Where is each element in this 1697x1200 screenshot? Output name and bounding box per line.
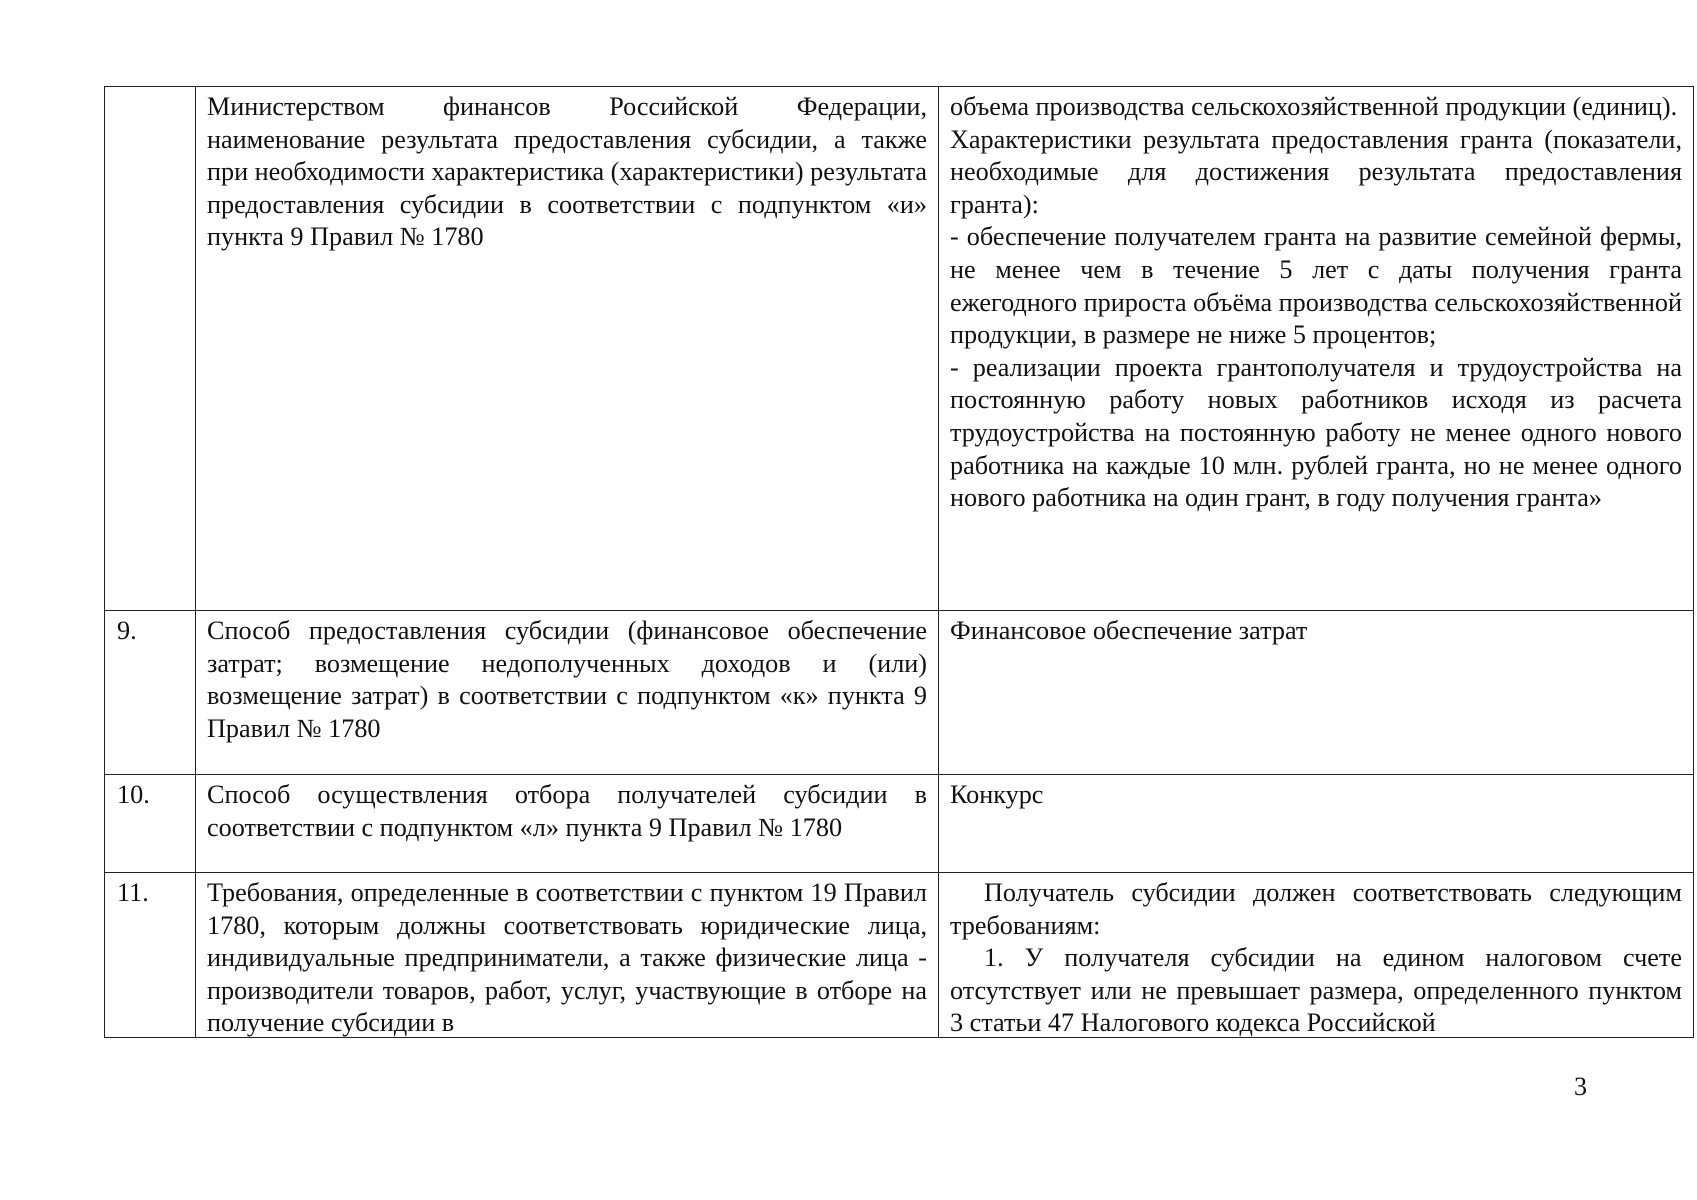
table-row — [105, 611, 1694, 775]
value-paragraph: 1. У получателя субсидии на едином налоговом счете отсутствует или не превышает размера, определенного пунктом 3 статьи 47 Налогового кодекса Российской — [950, 943, 1682, 1037]
value-paragraph: Характеристики результата предоставления гранта (показатели, необходимые для достижения результата предоставления гранта): — [950, 124, 1682, 219]
row-description — [196, 873, 939, 1038]
row-description: Способ предоставления субсидии (финансовое обеспечение затрат; возмещение недополученных доходов и (или) возмещение затрат) в соответствии с подпунктом «к» пункта 9 Правил № 1780 — [196, 611, 939, 775]
value-text — [950, 877, 1682, 1037]
value-paragraph: объема производства сельскохозяйственной продукции (единиц). — [950, 92, 1678, 121]
row-value: Конкурс — [939, 775, 1694, 873]
table-row — [105, 873, 1694, 1038]
page-number: 3 — [1574, 1072, 1587, 1101]
row-value: Финансовое обеспечение затрат — [939, 611, 1694, 775]
row-value — [939, 87, 1694, 611]
table-row — [105, 775, 1694, 873]
row-number — [105, 87, 196, 611]
row-value — [939, 873, 1694, 1038]
description-text: Министерством финансов Российской Федерации, наименование результата предоставления субсидии, а также при необходимости характеристика (характеристики) результата предоставления субсидии в соответствии с подпунктом «и» пункта 9 Правил № 1780 — [207, 92, 927, 252]
row-number: 9. — [105, 611, 196, 775]
row-number: 11. — [105, 873, 196, 1038]
row-description: Способ осуществления отбора получателей субсидии в соответствии с подпунктом «л» пункта 9 Правил № 1780 — [196, 775, 939, 873]
value-paragraph: Получатель субсидии должен соответствовать следующим требованиям: — [950, 878, 1682, 940]
row-number: 10. — [105, 775, 196, 873]
description-text: Требования, определенные в соответствии с пунктом 19 Правил 1780, которым должны соответствовать юридические лица, индивидуальные предприниматели, а также физические лица - производители товаров, работ, услуг, участвующие в отборе на получение субсидии в — [207, 878, 927, 1037]
table-row — [105, 87, 1694, 611]
row-description — [196, 87, 939, 611]
value-paragraph: - реализации проекта грантополучателя и трудоустройства на постоянную работу новых работников исходя из расчета трудоустройства на постоянную работу не менее одного нового работника на каждые 10 млн. рублей гранта, но не менее одного нового работника на один грант, в году получения гранта» — [950, 352, 1682, 513]
value-paragraph: - обеспечение получателем гранта на развитие семейной фермы, не менее чем в течение 5 лет с даты получения гранта ежегодного прироста объёма производства сельскохозяйственной продукции, в размере не ниже 5 процентов; — [950, 222, 1682, 350]
document-table — [104, 86, 1694, 1038]
